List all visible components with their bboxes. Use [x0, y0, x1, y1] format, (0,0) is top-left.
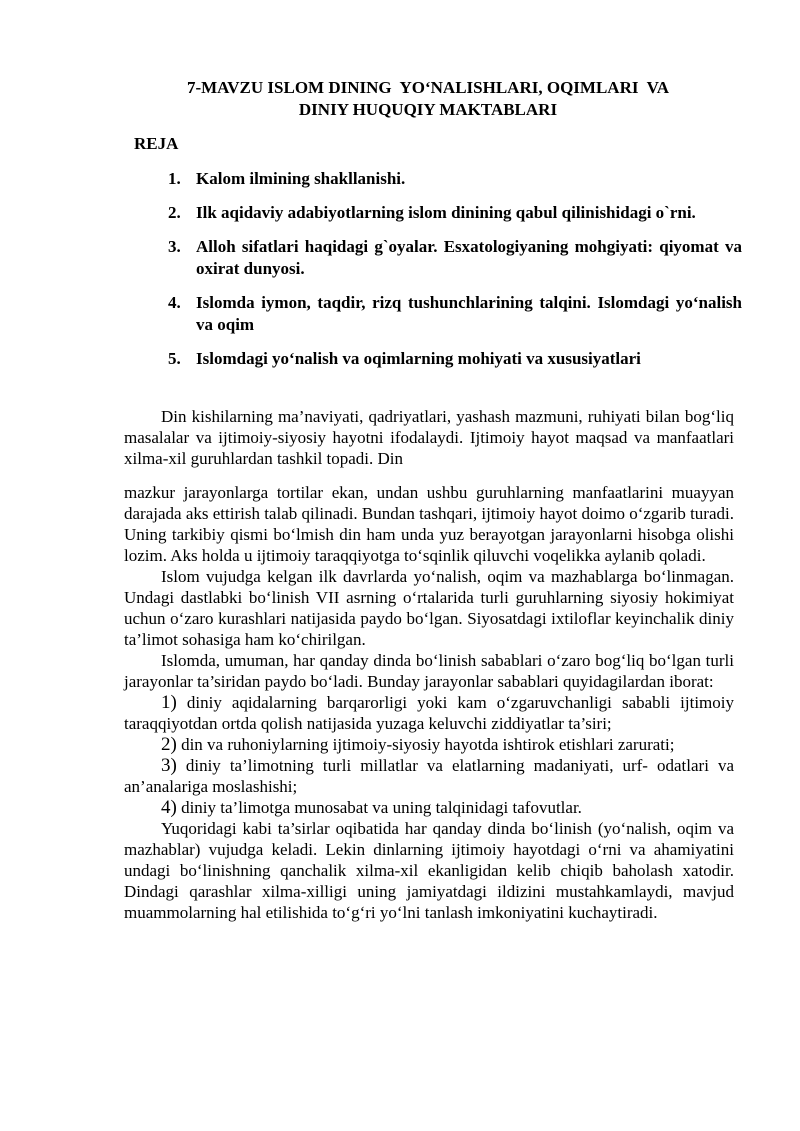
paragraph-5: Yuqoridagi kabi ta’sirlar oqibatida har qanday dinda bo‘linish (yo‘nalish, oqim va mazhablar) vujudga keladi. Lekin dinlarning ijtimoiy hayotdagi o‘rni va ahamiyatini undagi bo‘linishning qanchalik xilma-xil ekanligidan kelib chiqib baholash xatodir. Dindagi qarashlar xilma-xilligi uning jamiyatdagi ildizini mustahkamlaydi, mavjud muammolarning hal etilishida to‘g‘ri yo‘lni tanlash imkoniyatini kuchaytiradi.	[124, 819, 734, 922]
reason-text: diniy ta’limotning turli millatlar va elatlarning madaniyati, urf- odatlari va an’analariga moslashishi;	[124, 756, 734, 796]
plan-heading: REJA	[134, 134, 179, 153]
title-line-1: 7-MAVZU ISLOM DINING YO‘NALISHLARI, OQIMLARI VA	[186, 78, 670, 97]
plan-item-text: Islomda iymon, taqdir, rizq tushunchlarining talqini. Islomdagi yo‘nalish va oqim	[196, 293, 742, 334]
plan-item-number: 4.	[168, 293, 181, 312]
plan-item-4	[168, 292, 742, 336]
reason-2	[124, 734, 734, 755]
reason-4	[124, 797, 734, 818]
paragraph-2: mazkur jarayonlarga tortilar ekan, undan ushbu guruhlarning manfaatlarini muayyan darajada aks ettirish talab qilinadi. Bundan tashqari, ijtimoiy hayot doimo o‘zgarib turadi. Uning tarkibiy qismi bo‘lmish din ham unda yuz berayotgan jarayonlarni hisobga olishi lozim. Aks holda u ijtimoiy taraqqiyotga to‘sqinlik qiluvchi voqelikka aylanib qoladi.	[124, 483, 734, 565]
plan-item-number: 5.	[168, 349, 181, 368]
plan-item-2	[168, 202, 742, 224]
plan-item-5	[168, 348, 742, 370]
reason-text: din va ruhoniylarning ijtimoiy-siyosiy hayotda ishtirok etishlari zarurati;	[176, 735, 675, 754]
paragraph-3: Islom vujudga kelgan ilk davrlarda yo‘nalish, oqim va mazhablarga bo‘linmagan. Undagi dastlabki bo‘linish VII asrning o‘rtalarida turli guruhlarning siyosiy hokimiyat uchun o‘zaro kurashlari natijasida paydo bo‘lgan. Siyosatdagi ixtiloflar keyinchalik diniy ta’limot sohasiga ham ko‘chirilgan.	[124, 567, 734, 649]
paragraph-1: Din kishilarning ma’naviyati, qadriyatlari, yashash mazmuni, ruhiyati bilan bog‘liq masalalar va ijtimoiy-siyosiy hayotni ifodalaydi. Ijtimoiy hayot maqsad va manfaatlari xilma-xil guruhlardan tashkil topadi. Din	[124, 407, 734, 468]
reason-text: diniy ta’limotga munosabat va uning talqinidagi tafovutlar.	[176, 798, 582, 817]
reason-1	[124, 692, 734, 734]
plan-item-text: Kalom ilmining shakllanishi.	[196, 169, 406, 188]
plan-list	[168, 168, 742, 382]
plan-item-number: 2.	[168, 203, 181, 222]
plan-item-number: 3.	[168, 237, 181, 256]
body-block-2	[124, 482, 734, 923]
reason-number: 1)	[161, 692, 177, 713]
reason-number: 4)	[161, 797, 177, 818]
reason-number: 3)	[161, 755, 177, 776]
plan-item-text: Islomdagi yo‘nalish va oqimlarning mohiyati va xususiyatlari	[196, 349, 641, 368]
reason-number: 2)	[161, 734, 177, 755]
plan-item-number: 1.	[168, 169, 181, 188]
plan-item-text: Ilk aqidaviy adabiyotlarning islom dinining qabul qilinishidagi o`rni.	[196, 203, 696, 222]
body-block-1	[124, 406, 734, 469]
reason-text: diniy aqidalarning barqarorligi yoki kam o‘zgaruvchanligi sababli ijtimoiy taraqqiyotdan ortda qolish natijasida yuzaga keluvchi ziddiyatlar ta’siri;	[124, 693, 734, 733]
paragraph-4: Islomda, umuman, har qanday dinda bo‘linish sabablari o‘zaro bog‘liq bo‘lgan turli jarayonlar ta’siridan paydo bo‘ladi. Bunday jarayonlar sabablari quyidagilardan iborat:	[124, 651, 734, 691]
plan-item-3	[168, 236, 742, 280]
title-line-2: DINIY HUQUQIY MAKTABLARI	[298, 100, 558, 119]
plan-item-text: Alloh sifatlari haqidagi g`oyalar. Esxatologiyaning mohgiyati: qiyomat va oxirat dunyosi.	[196, 237, 742, 278]
reason-3	[124, 755, 734, 797]
page-title	[100, 77, 756, 121]
plan-item-1	[168, 168, 742, 190]
